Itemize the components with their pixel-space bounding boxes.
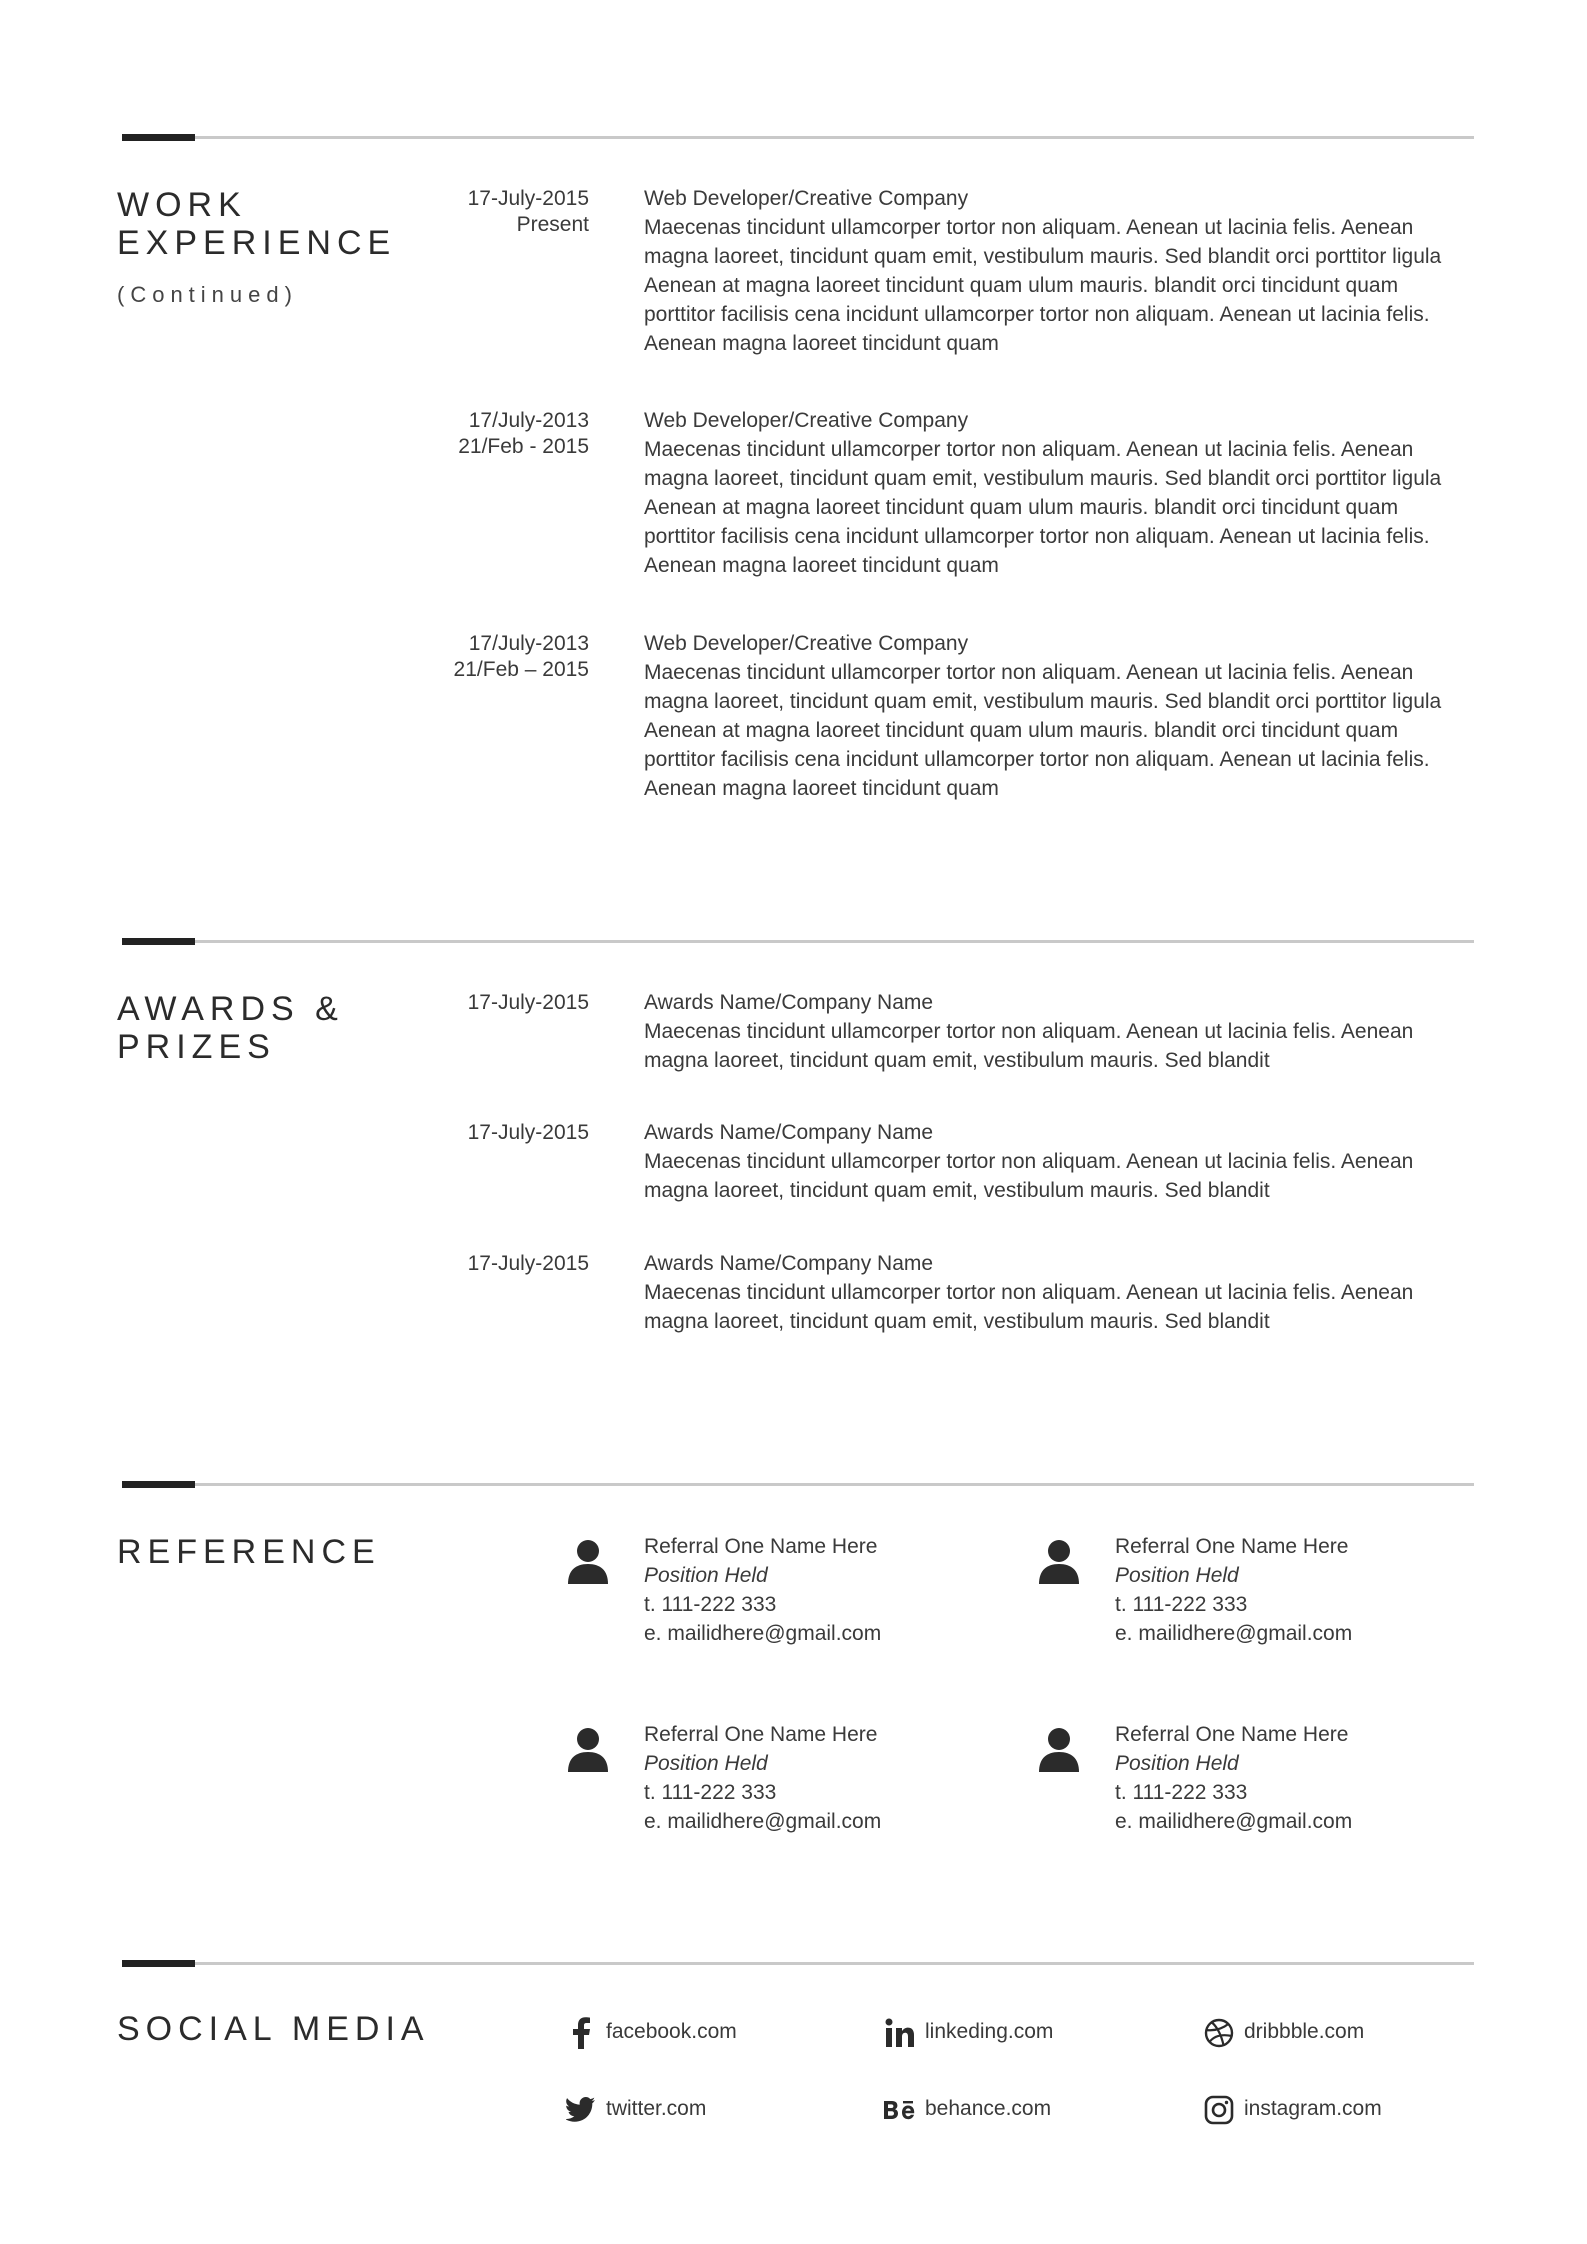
work-entry-text: Maecenas tincidunt ullamcorper tortor non aliquam. Aenean ut lacinia felis. Aenean magna laoreet, tincidunt quam emit, vestibulum mauris. Sed blandit orci porttitor ligula Aenean at magna laoreet tincidunt quam ulum mauris. blandit orci tincidunt quam porttitor facilisis cena incidunt ullamcorper tortor non aliquam. Aenean ut lacinia felis. Aenean magna laoreet tincidunt quam: [644, 216, 1442, 355]
reference-name: Referral One Name Here: [1115, 1535, 1349, 1558]
reference-details: [644, 1532, 881, 1648]
date-end: 21/Feb - 2015: [458, 435, 589, 458]
award-entry-heading: Awards Name/Company Name: [644, 1252, 934, 1275]
awards-title-line2: PRIZES: [117, 1028, 276, 1066]
section-divider-accent: [122, 938, 195, 945]
reference-position: Position Held: [644, 1752, 768, 1775]
reference-title-text: REFERENCE: [117, 1533, 381, 1571]
reference-card: [1037, 1532, 1457, 1652]
award-entry-date: [369, 990, 589, 1016]
reference-card: [566, 1532, 986, 1652]
reference-card: [566, 1720, 986, 1840]
person-icon: [1037, 1538, 1081, 1586]
award-entry-text: Maecenas tincidunt ullamcorper tortor non aliquam. Aenean ut lacinia felis. Aenean magna laoreet, tincidunt quam emit, vestibulum mauris. Sed blandit: [644, 1150, 1414, 1202]
facebook-icon: [564, 2016, 598, 2050]
social-label: linkeding.com: [925, 2020, 1054, 2043]
work-entry-heading: Web Developer/Creative Company: [644, 632, 969, 655]
work-title-line1: WORK: [117, 186, 247, 224]
work-entry-body: [644, 629, 1474, 803]
date-end: 21/Feb – 2015: [453, 658, 589, 681]
reference-title: [117, 1533, 381, 1571]
date-start: 17/July-2013: [468, 632, 589, 655]
award-entry-heading: Awards Name/Company Name: [644, 991, 934, 1014]
work-entry-text: Maecenas tincidunt ullamcorper tortor non aliquam. Aenean ut lacinia felis. Aenean magna laoreet, tincidunt quam emit, vestibulum mauris. Sed blandit orci porttitor ligula Aenean at magna laoreet tincidunt quam ulum mauris. blandit orci tincidunt quam porttitor facilisis cena incidunt ullamcorper tortor non aliquam. Aenean ut lacinia felis. Aenean magna laoreet tincidunt quam: [644, 438, 1442, 577]
twitter-icon: [564, 2093, 598, 2127]
awards-title-line1: AWARDS &: [117, 990, 344, 1028]
award-entry-body: [644, 1249, 1474, 1336]
award-entry-heading: Awards Name/Company Name: [644, 1121, 934, 1144]
social-label: facebook.com: [606, 2020, 737, 2043]
reference-name: Referral One Name Here: [644, 1723, 878, 1746]
social-label: dribbble.com: [1244, 2020, 1365, 2043]
dribbble-icon: [1202, 2016, 1236, 2050]
award-entry-body: [644, 1118, 1474, 1205]
reference-details: [1115, 1720, 1352, 1836]
linkedin-icon: [883, 2016, 917, 2050]
social-label: behance.com: [925, 2097, 1052, 2120]
reference-details: [644, 1720, 881, 1836]
reference-email: e. mailidhere@gmail.com: [1115, 1810, 1353, 1833]
social-media-title: [117, 2010, 430, 2048]
date-start: 17/July-2013: [468, 409, 589, 432]
section-divider-accent: [122, 1481, 195, 1488]
reference-phone: t. 111-222 333: [1115, 1593, 1248, 1616]
reference-position: Position Held: [1115, 1564, 1239, 1587]
work-entry-text: Maecenas tincidunt ullamcorper tortor non aliquam. Aenean ut lacinia felis. Aenean magna laoreet, tincidunt quam emit, vestibulum mauris. Sed blandit orci porttitor ligula Aenean at magna laoreet tincidunt quam ulum mauris. blandit orci tincidunt quam porttitor facilisis cena incidunt ullamcorper tortor non aliquam. Aenean ut lacinia felis. Aenean magna laoreet tincidunt quam: [644, 661, 1442, 800]
awards-title: [117, 990, 344, 1066]
award-entry-date: [369, 1120, 589, 1146]
work-entry-date: [369, 631, 589, 683]
behance-icon: [883, 2093, 917, 2127]
award-date: 17-July-2015: [467, 991, 589, 1014]
award-entry-date: [369, 1251, 589, 1277]
social-title-text: SOCIAL MEDIA: [117, 2010, 430, 2048]
social-label: instagram.com: [1244, 2097, 1382, 2120]
person-icon: [566, 1538, 610, 1586]
reference-position: Position Held: [644, 1564, 768, 1587]
person-icon: [1037, 1726, 1081, 1774]
work-experience-title: [117, 186, 396, 262]
reference-email: e. mailidhere@gmail.com: [1115, 1622, 1353, 1645]
section-divider-accent: [122, 1960, 195, 1967]
work-entry-date: [369, 186, 589, 238]
reference-card: [1037, 1720, 1457, 1840]
reference-phone: t. 111-222 333: [1115, 1781, 1248, 1804]
award-date: 17-July-2015: [467, 1252, 589, 1275]
reference-name: Referral One Name Here: [1115, 1723, 1349, 1746]
work-entry-body: [644, 406, 1474, 580]
award-entry-text: Maecenas tincidunt ullamcorper tortor non aliquam. Aenean ut lacinia felis. Aenean magna laoreet, tincidunt quam emit, vestibulum mauris. Sed blandit: [644, 1020, 1414, 1072]
reference-phone: t. 111-222 333: [644, 1781, 777, 1804]
reference-email: e. mailidhere@gmail.com: [644, 1810, 882, 1833]
instagram-icon: [1202, 2093, 1236, 2127]
award-entry-body: [644, 988, 1474, 1075]
social-label: twitter.com: [606, 2097, 707, 2120]
reference-details: [1115, 1532, 1352, 1648]
award-date: 17-July-2015: [467, 1121, 589, 1144]
section-divider: [122, 940, 1474, 943]
reference-position: Position Held: [1115, 1752, 1239, 1775]
section-divider: [122, 1962, 1474, 1965]
section-divider-accent: [122, 134, 195, 141]
date-start: 17-July-2015: [467, 187, 589, 210]
section-divider: [122, 136, 1474, 139]
work-entry-body: [644, 184, 1474, 358]
work-entry-heading: Web Developer/Creative Company: [644, 187, 969, 210]
work-entry-heading: Web Developer/Creative Company: [644, 409, 969, 432]
work-title-line2: EXPERIENCE: [117, 224, 397, 262]
date-end: Present: [516, 213, 589, 236]
work-experience-subtitle: (Continued): [117, 282, 298, 307]
reference-email: e. mailidhere@gmail.com: [644, 1622, 882, 1645]
reference-phone: t. 111-222 333: [644, 1593, 777, 1616]
person-icon: [566, 1726, 610, 1774]
section-divider: [122, 1483, 1474, 1486]
reference-name: Referral One Name Here: [644, 1535, 878, 1558]
award-entry-text: Maecenas tincidunt ullamcorper tortor non aliquam. Aenean ut lacinia felis. Aenean magna laoreet, tincidunt quam emit, vestibulum mauris. Sed blandit: [644, 1281, 1414, 1333]
work-entry-date: [369, 408, 589, 460]
